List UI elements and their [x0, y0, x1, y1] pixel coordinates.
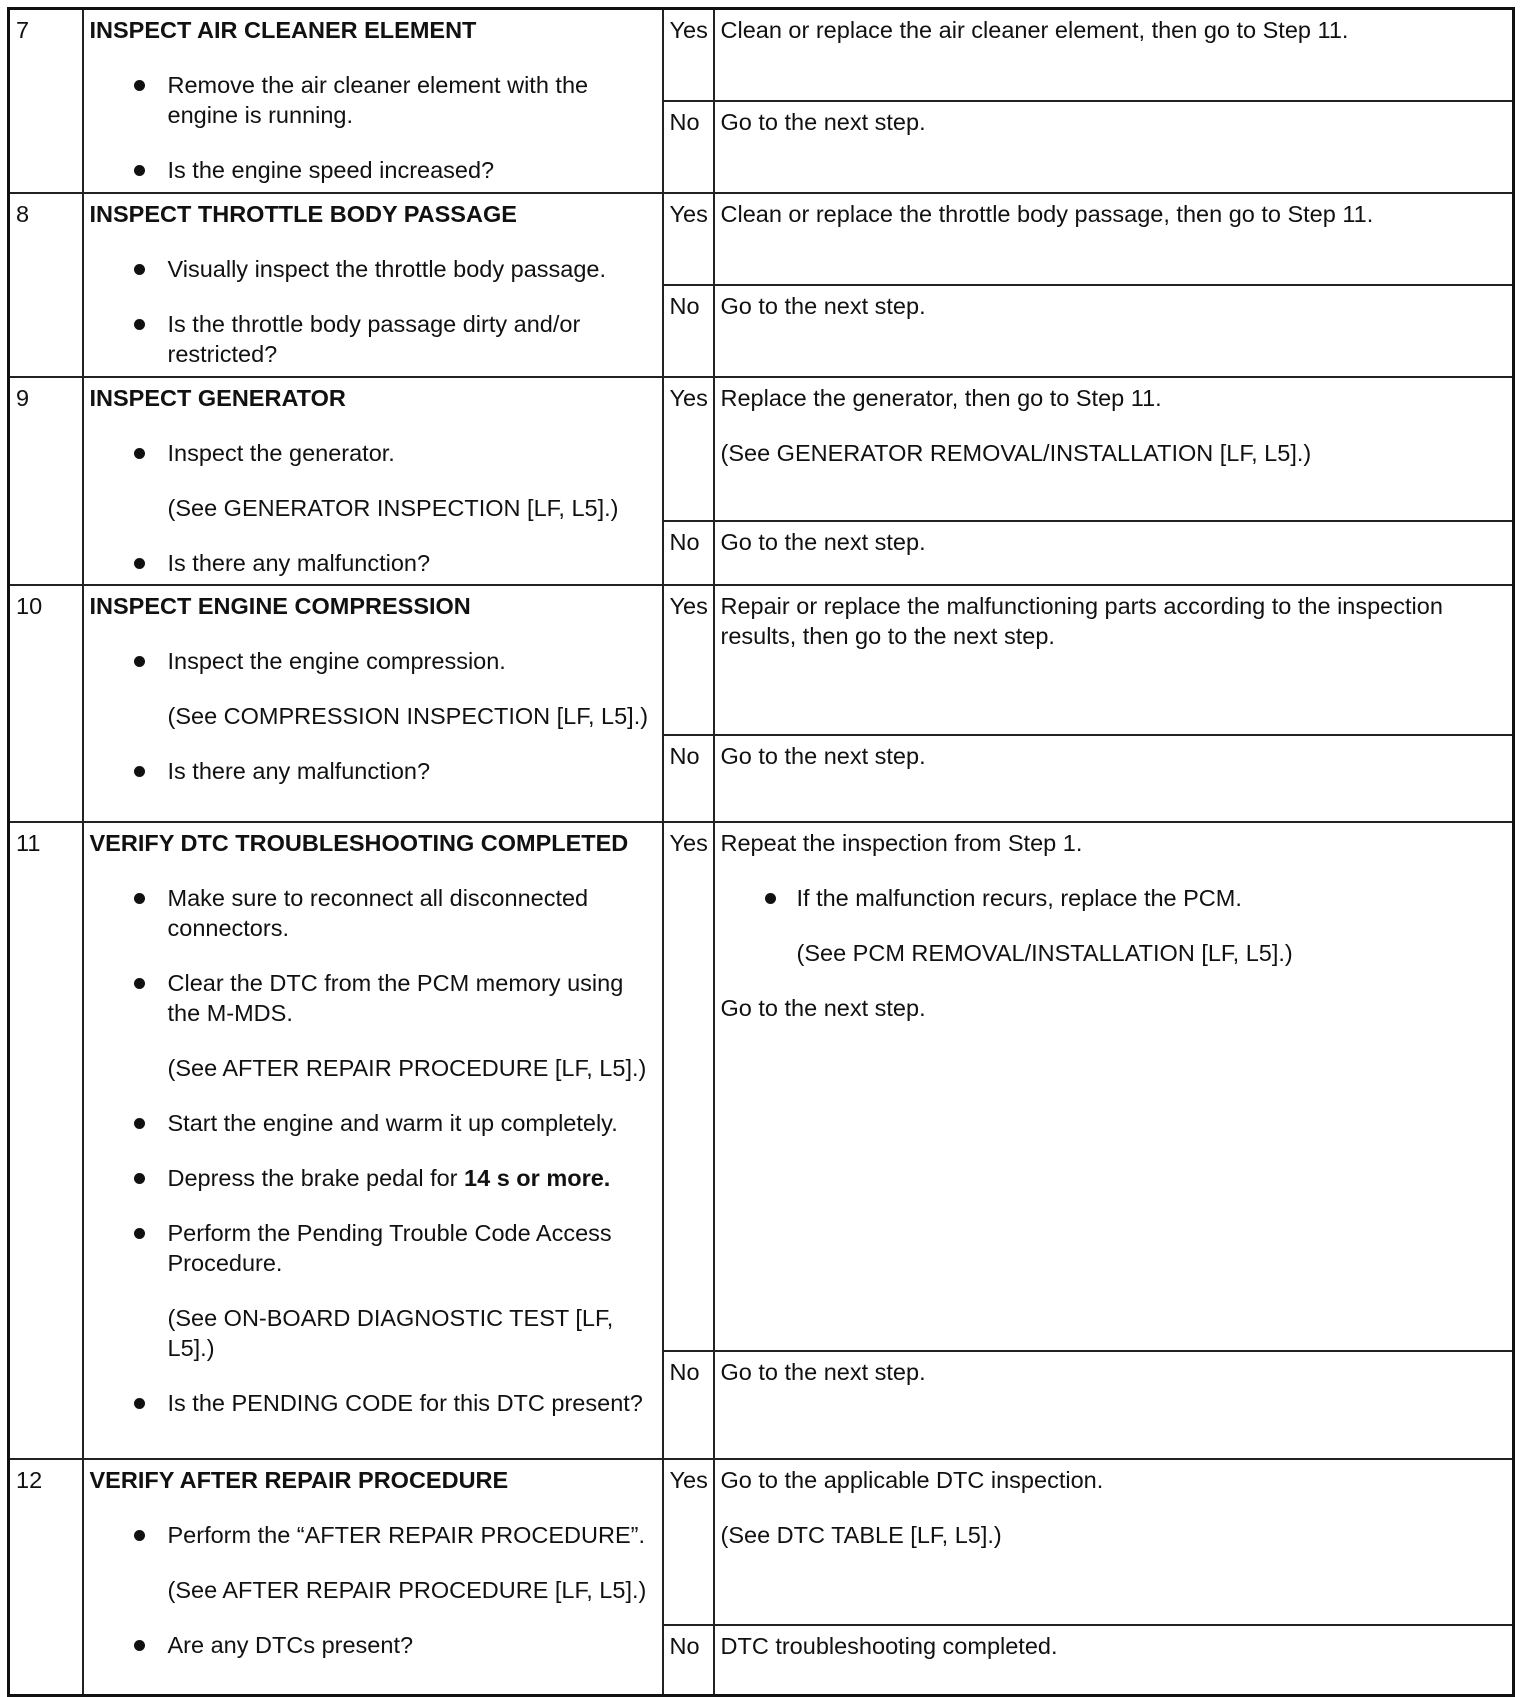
step-number: 10: [9, 585, 83, 822]
step-reference: (See COMPRESSION INSPECTION [LF, L5].): [167, 702, 649, 729]
bullet-icon: [134, 1118, 145, 1129]
step-11-yes-row: [9, 822, 1514, 1351]
step-number: 11: [9, 822, 83, 1459]
step-item: Inspect the engine compression.: [90, 646, 656, 676]
step-item: Inspect the generator.: [90, 438, 656, 468]
step-item: Visually inspect the throttle body passage.: [90, 254, 656, 284]
answer-no-label: No: [663, 1351, 714, 1459]
step-reference: (See GENERATOR INSPECTION [LF, L5].): [167, 494, 619, 521]
yes-action: Go to the applicable DTC inspection. (See DTC TABLE [LF, L5].): [714, 1459, 1514, 1625]
bullet-icon: [134, 264, 145, 275]
step-number: 12: [9, 1459, 83, 1696]
troubleshooting-table: [7, 7, 1515, 1697]
step-item: Remove the air cleaner element with the engine is running.: [90, 70, 656, 130]
step-reference: (See AFTER REPAIR PROCEDURE [LF, L5].): [167, 1054, 647, 1081]
answer-yes-label: Yes: [663, 9, 714, 101]
step-question: Is there any malfunction?: [90, 756, 656, 786]
bullet-icon: [134, 165, 145, 176]
step-question: Is there any malfunction?: [90, 548, 656, 578]
step-title: VERIFY AFTER REPAIR PROCEDURE: [89, 1466, 509, 1493]
no-action: Go to the next step.: [714, 285, 1514, 377]
step-description: [83, 377, 663, 585]
step-number: 8: [9, 193, 83, 377]
step-question: Is the PENDING CODE for this DTC present?: [90, 1388, 656, 1418]
step-description: [83, 1459, 663, 1696]
bullet-icon: [134, 1173, 145, 1184]
yes-action: Clean or replace the air cleaner element, then go to Step 11.: [714, 9, 1514, 101]
answer-yes-label: Yes: [663, 822, 714, 1351]
step-title: INSPECT GENERATOR: [89, 384, 346, 411]
step-item: Clear the DTC from the PCM memory using the M-MDS.: [90, 968, 656, 1028]
answer-no-label: No: [663, 521, 714, 585]
answer-no-label: No: [663, 1625, 714, 1696]
yes-reference: (See PCM REMOVAL/INSTALLATION [LF, L5].): [796, 939, 1293, 966]
yes-action: Clean or replace the throttle body passage, then go to Step 11.: [714, 193, 1514, 285]
no-action: Go to the next step.: [714, 735, 1514, 822]
bullet-icon: [134, 558, 145, 569]
step-reference: (See AFTER REPAIR PROCEDURE [LF, L5].): [167, 1576, 647, 1603]
step-10-yes-row: [9, 585, 1514, 735]
step-title: INSPECT THROTTLE BODY PASSAGE: [89, 200, 517, 227]
step-8-yes-row: [9, 193, 1514, 285]
yes-bullet-item: If the malfunction recurs, replace the PCM.: [721, 883, 1507, 913]
emphasis-duration: 14 s or more.: [464, 1164, 611, 1191]
step-question: Is the engine speed increased?: [90, 155, 656, 185]
no-action: Go to the next step.: [714, 101, 1514, 193]
step-item: Perform the Pending Trouble Code Access Procedure.: [90, 1218, 656, 1278]
bullet-icon: [134, 893, 145, 904]
step-title: INSPECT ENGINE COMPRESSION: [89, 592, 471, 619]
no-action: DTC troubleshooting completed.: [714, 1625, 1514, 1696]
step-description: [83, 822, 663, 1459]
step-description: [83, 193, 663, 377]
no-action: Go to the next step.: [714, 521, 1514, 585]
yes-next: Go to the next step.: [720, 994, 926, 1021]
step-item: Start the engine and warm it up completely.: [90, 1108, 656, 1138]
bullet-icon: [134, 1640, 145, 1651]
answer-no-label: No: [663, 101, 714, 193]
answer-no-label: No: [663, 285, 714, 377]
answer-yes-label: Yes: [663, 377, 714, 521]
yes-action: Replace the generator, then go to Step 11. (See GENERATOR REMOVAL/INSTALLATION [LF, L5].): [714, 377, 1514, 521]
step-title: VERIFY DTC TROUBLESHOOTING COMPLETED: [89, 829, 629, 856]
step-question: Are any DTCs present?: [90, 1630, 656, 1660]
yes-reference: (See GENERATOR REMOVAL/INSTALLATION [LF, L5].): [720, 439, 1312, 466]
answer-yes-label: Yes: [663, 1459, 714, 1625]
procedure-page: [7, 7, 1512, 1697]
yes-action: Repair or replace the malfunctioning parts according to the inspection results, then go to the next step.: [714, 585, 1514, 735]
bullet-icon: [134, 1398, 145, 1409]
bullet-icon: [134, 1228, 145, 1239]
step-item: Perform the “AFTER REPAIR PROCEDURE”.: [90, 1520, 656, 1550]
step-item: Make sure to reconnect all disconnected connectors.: [90, 883, 656, 943]
bullet-icon: [134, 448, 145, 459]
answer-yes-label: Yes: [663, 193, 714, 285]
answer-no-label: No: [663, 735, 714, 822]
yes-reference: (See DTC TABLE [LF, L5].): [720, 1521, 1002, 1548]
step-number: 9: [9, 377, 83, 585]
step-title: INSPECT AIR CLEANER ELEMENT: [89, 17, 477, 43]
step-item: Depress the brake pedal for 14 s or more.: [90, 1163, 656, 1193]
bullet-icon: [765, 893, 776, 904]
step-description: [83, 9, 663, 193]
bullet-icon: [134, 978, 145, 989]
yes-action: Repeat the inspection from Step 1. If the malfunction recurs, replace the PCM. (See PCM REMOVAL/INSTALLATION [LF, L5].) Go to the next step.: [714, 822, 1514, 1351]
answer-yes-label: Yes: [663, 585, 714, 735]
step-reference: (See ON-BOARD DIAGNOSTIC TEST [LF, L5].): [167, 1304, 614, 1361]
step-12-yes-row: [9, 1459, 1514, 1625]
bullet-icon: [134, 80, 145, 91]
bullet-icon: [134, 766, 145, 777]
bullet-icon: [134, 656, 145, 667]
bullet-icon: [134, 319, 145, 330]
step-7-yes-row: [9, 9, 1514, 101]
no-action: Go to the next step.: [714, 1351, 1514, 1459]
bullet-icon: [134, 1530, 145, 1541]
step-description: [83, 585, 663, 822]
step-question: Is the throttle body passage dirty and/or restricted?: [90, 309, 656, 369]
step-9-yes-row: [9, 377, 1514, 521]
step-number: 7: [9, 9, 83, 193]
